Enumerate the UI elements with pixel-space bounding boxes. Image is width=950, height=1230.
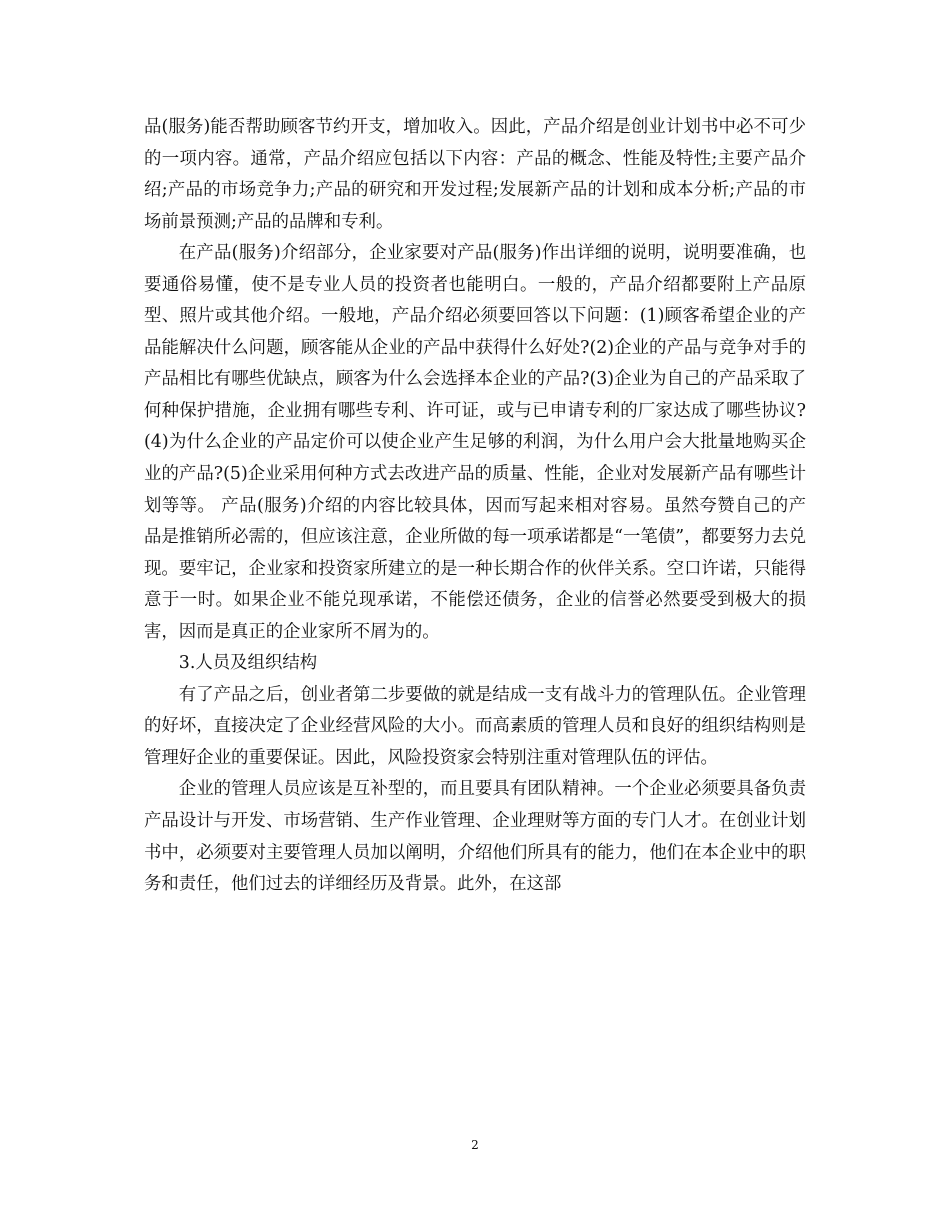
page-number: 2 <box>471 1138 479 1152</box>
section-heading-personnel: 3.人员及组织结构 <box>178 653 318 674</box>
document-body <box>144 112 806 901</box>
paragraph-management-team: 有了产品之后，创业者第二步要做的就是结成一支有战斗力的管理队伍。企业管理的好坏，直接决定了企业经营风险的大小。而高素质的管理人员和良好的组织结构则是管理好企业的重要保证。因此，风险投资家会特别注重对管理队伍的评估。 <box>144 684 806 768</box>
paragraph-product-intro-continued: 品(服务)能否帮助顾客节约开支，增加收入。因此，产品介绍是创业计划书中必不可少的一项内容。通常，产品介绍应包括以下内容：产品的概念、性能及特性;主要产品介绍;产品的市场竞争力;产品的研究和开发过程;发展新产品的计划和成本分析;产品的市场前景预测;产品的品牌和专利。 <box>144 117 806 232</box>
paragraph-management-personnel: 企业的管理人员应该是互补型的，而且要具有团队精神。一个企业必须要具备负责产品设计与开发、市场营销、生产作业管理、企业理财等方面的专门人才。在创业计划书中，必须要对主要管理人员加以阐明，介绍他们所具有的能力，他们在本企业中的职务和责任，他们过去的详细经历及背景。此外，在这部 <box>144 779 806 895</box>
paragraph-product-description: 在产品(服务)介绍部分，企业家要对产品(服务)作出详细的说明，说明要准确，也要通俗易懂，使不是专业人员的投资者也能明白。一般的，产品介绍都要附上产品原型、照片或其他介绍。一般地，产品介绍必须要回答以下问题：(1)顾客希望企业的产品能解决什么问题，顾客能从企业的产品中获得什么好处?(2)企业的产品与竞争对手的产品相比有哪些优缺点，顾客为什么会选择本企业的产品?(3)企业为自己的产品采取了何种保护措施，企业拥有哪些专利、许可证，或与已申请专利的厂家达成了哪些协议?(4)为什么企业的产品定价可以使企业产生足够的利润，为什么用户会大批量地购买企业的产品?(5)企业采用何种方式去改进产品的质量、性能，企业对发展新产品有哪些计划等等。 产品(服务)介绍的内容比较具体，因而写起来相对容易。虽然夸赞自己的产品是推销所必需的，但应该注意，企业所做的每一项承诺都是“一笔债”，都要努力去兑现。要牢记，企业家和投资家所建立的是一种长期合作的伙伴关系。空口许诺，只能得意于一时。如果企业不能兑现承诺，不能偿还债务，企业的信誉必然要受到极大的损害，因而是真正的企业家所不屑为的。 <box>144 243 806 642</box>
